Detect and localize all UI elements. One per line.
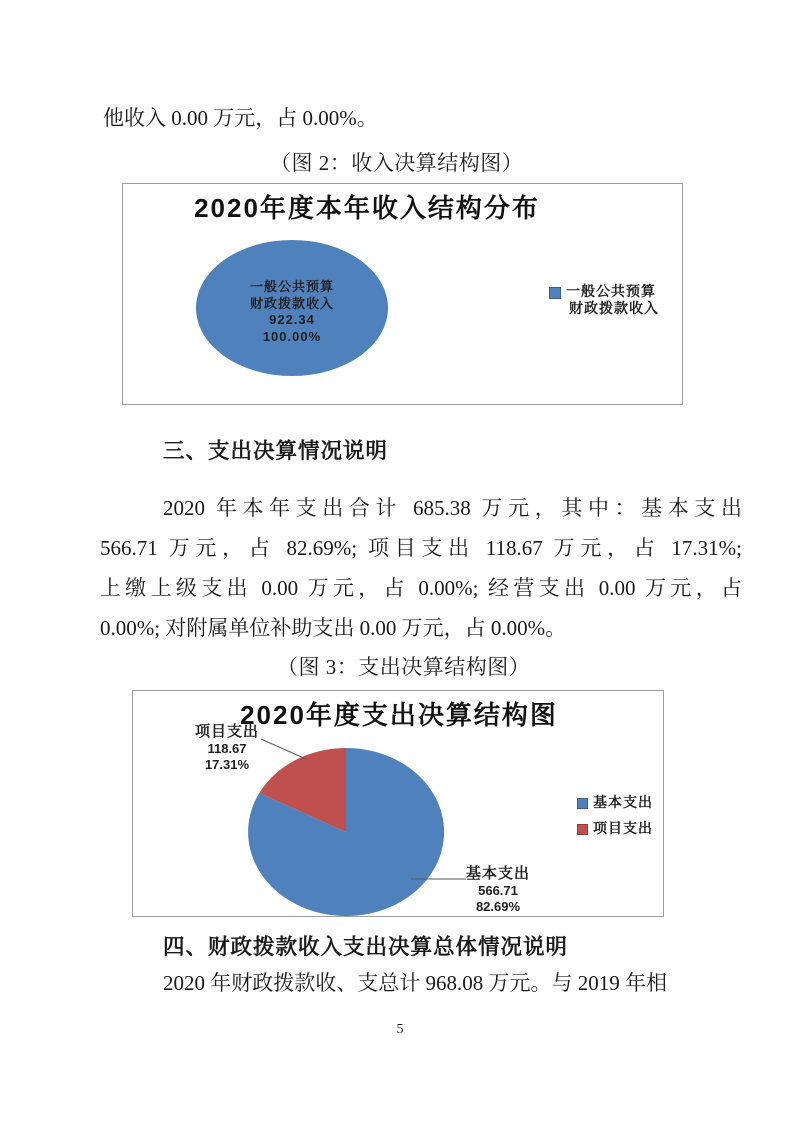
section3-line-1: 2020 年本年支出合计 685.38 万元，其中：基本支出 — [163, 496, 742, 520]
legend-swatch-blue-icon — [549, 287, 561, 299]
income-chart-legend — [549, 283, 659, 317]
legend-item-basic: 基本支出 — [577, 794, 653, 811]
income-chart-title: 2020年度本年收入结构分布 — [194, 193, 540, 223]
section4-heading: 四、财政拨款收入支出决算总体情况说明 — [163, 935, 569, 959]
figure2-caption: （图 2：收入决算结构图） — [270, 151, 524, 175]
project-expense-callout: 项目支出 118.67 17.31% — [194, 723, 259, 772]
section3-heading: 三、支出决算情况说明 — [163, 439, 389, 463]
legend-item-project: 项目支出 — [577, 820, 653, 837]
expense-chart-legend — [577, 794, 653, 837]
expense-chart-title: 2020年度支出决算结构图 — [240, 700, 558, 730]
income-legend-label: 一般公共预算 财政拨款收入 — [566, 283, 659, 316]
intro-line: 他收入 0.00 万元，占 0.00%。 — [103, 106, 378, 130]
basic-expense-callout: 基本支出 566.71 82.69% — [465, 865, 530, 914]
page-number: 5 — [396, 1022, 404, 1037]
income-pie-chart — [122, 183, 683, 405]
section3-line-2: 566.71 万元，占 82.69%; 项目支出 118.67 万元，占 17.31%; — [100, 536, 742, 560]
expense-pie-chart — [132, 690, 664, 917]
figure3-caption: （图 3：支出决算结构图） — [277, 655, 531, 679]
income-pie-data-label: 一般公共预算 财政拨款收入 922.34 100.00% — [249, 279, 334, 344]
section4-line-1: 2020 年财政拨款收、支总计 968.08 万元。与 2019 年相 — [163, 971, 667, 995]
section3-line-4: 0.00%; 对附属单位补助支出 0.00 万元，占 0.00%。 — [100, 616, 567, 640]
section3-line-3: 上缴上级支出 0.00 万元，占 0.00%; 经营支出 0.00 万元，占 — [100, 576, 742, 600]
legend-swatch-red-icon — [577, 824, 588, 835]
legend-swatch-blue-icon — [577, 798, 588, 809]
